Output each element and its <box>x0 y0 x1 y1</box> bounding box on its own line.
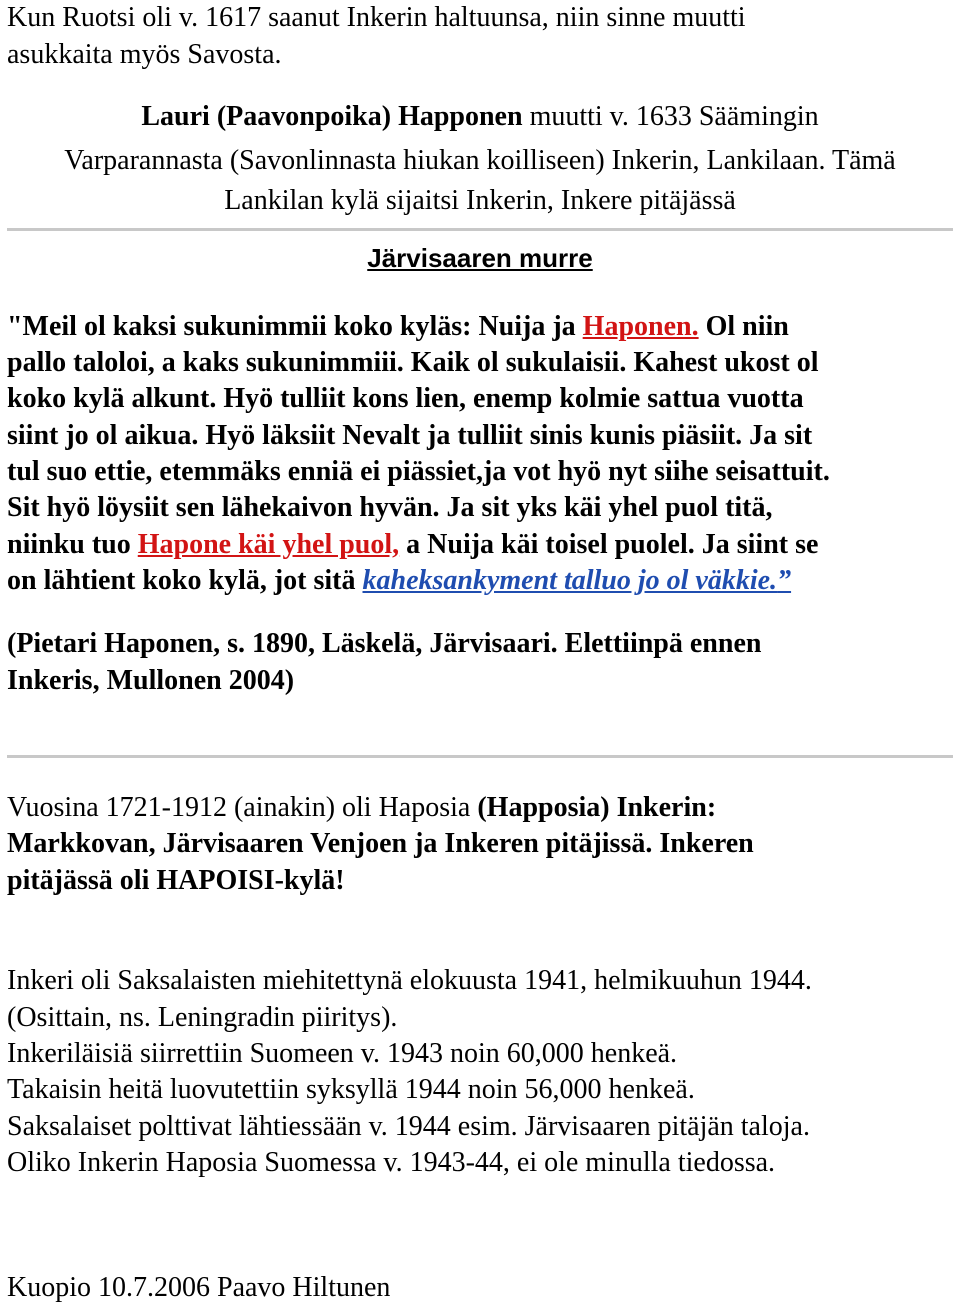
quote-line-3: koko kylä alkunt. Hyö tulliit kons lien, enemp kolmie sattua vuotta <box>7 383 804 414</box>
divider-middle <box>7 755 953 758</box>
quote-line-6: Sit hyö löysiit sen lähekaivon hyvän. Ja sit yks käi yhel puol titä, <box>7 492 773 523</box>
migration-line-1 <box>0 99 960 135</box>
quote-line-8-pre: on lähtient koko kylä, jot sitä <box>7 565 363 596</box>
migration-line-2: Varparannasta (Savonlinnasta hiukan koilliseen) Inkerin, Lankilaan. Tämä <box>64 145 896 176</box>
source-line-1: (Pietari Haponen, s. 1890, Läskelä, Järvisaari. Elettiinpä ennen <box>7 628 762 659</box>
quote-line-7 <box>7 527 818 563</box>
history-line-1: Inkeri oli Saksalaisten miehitettynä elokuusta 1941, helmikuuhun 1944. <box>7 965 812 996</box>
haposia-line-1-bold: (Happosia) Inkerin: <box>477 792 717 823</box>
history-line-3: Inkeriläisiä siirrettiin Suomeen v. 1943 noin 60,000 henkeä. <box>7 1038 678 1069</box>
quote-line-4: siint jo ol aikua. Hyö läksiit Nevalt ja tulliit sinis kunis piäsiit. Ja sit <box>7 420 813 451</box>
history-line-2: (Osittain, ns. Leningradin piiritys). <box>7 1002 398 1033</box>
quote-line-2: pallo taloloi, a kaks sukunimmiii. Kaik ol sukulaisii. Kahest ukost ol <box>7 347 819 378</box>
history-line-5: Saksalaiset polttivat lähtiessään v. 1944 esim. Järvisaaren pitäjän taloja. <box>7 1111 810 1142</box>
migration-line-1-rest: muutti v. 1633 Säämingin <box>522 101 819 132</box>
quote-line-1 <box>7 309 789 345</box>
quote-line-7-pre: niinku tuo <box>7 529 138 560</box>
quote-line-1-pre: "Meil ol kaksi sukunimmii koko kyläs: Nuija ja <box>7 311 583 342</box>
history-line-4: Takaisin heitä luovutettiin syksyllä 1944 noin 56,000 henkeä. <box>7 1074 695 1105</box>
quote-line-5: tul suo ettie, etemmäks enniä ei piässiet,ja vot hyö nyt siihe seisattuit. <box>7 456 830 487</box>
closing-quote-mark: ” <box>777 565 792 596</box>
haposia-line-2: Markkovan, Järvisaaren Venjoen ja Inkeren pitäjissä. Inkeren <box>7 828 754 859</box>
divider-top <box>7 228 953 231</box>
quote-line-7-post: a Nuija käi toisel puolel. Ja siint se <box>399 529 819 560</box>
quote-line-8 <box>7 563 791 599</box>
migration-line-3: Lankilan kylä sijaitsi Inkerin, Inkere pitäjässä <box>224 185 736 216</box>
person-name: Lauri (Paavonpoika) Happonen <box>141 101 523 132</box>
haponen-link[interactable]: Haponen. <box>582 311 699 342</box>
dialect-heading: Järvisaaren murre <box>367 243 593 273</box>
kaheksankyment-link[interactable] <box>363 565 792 596</box>
haposia-line-1 <box>7 790 716 826</box>
haposia-line-3: pitäjässä oli HAPOISI-kylä! <box>7 865 345 896</box>
history-line-6: Oliko Inkerin Haposia Suomessa v. 1943-44, ei ole minulla tiedossa. <box>7 1147 776 1178</box>
intro-line-2: asukkaita myös Savosta. <box>7 39 282 70</box>
source-line-2: Inkeris, Mullonen 2004) <box>7 665 295 696</box>
kaheksankyment-link-text: kaheksankyment talluo jo ol väkkie. <box>362 565 778 596</box>
intro-line-1: Kun Ruotsi oli v. 1617 saanut Inkerin haltuunsa, niin sinne muutti <box>7 2 746 33</box>
hapone-link[interactable]: Hapone käi yhel puol, <box>137 529 400 560</box>
signature: Kuopio 10.7.2006 Paavo Hiltunen <box>7 1272 391 1303</box>
haposia-line-1-pre: Vuosina 1721-1912 (ainakin) oli Haposia <box>7 792 478 823</box>
quote-line-1-post: Ol niin <box>698 311 789 342</box>
